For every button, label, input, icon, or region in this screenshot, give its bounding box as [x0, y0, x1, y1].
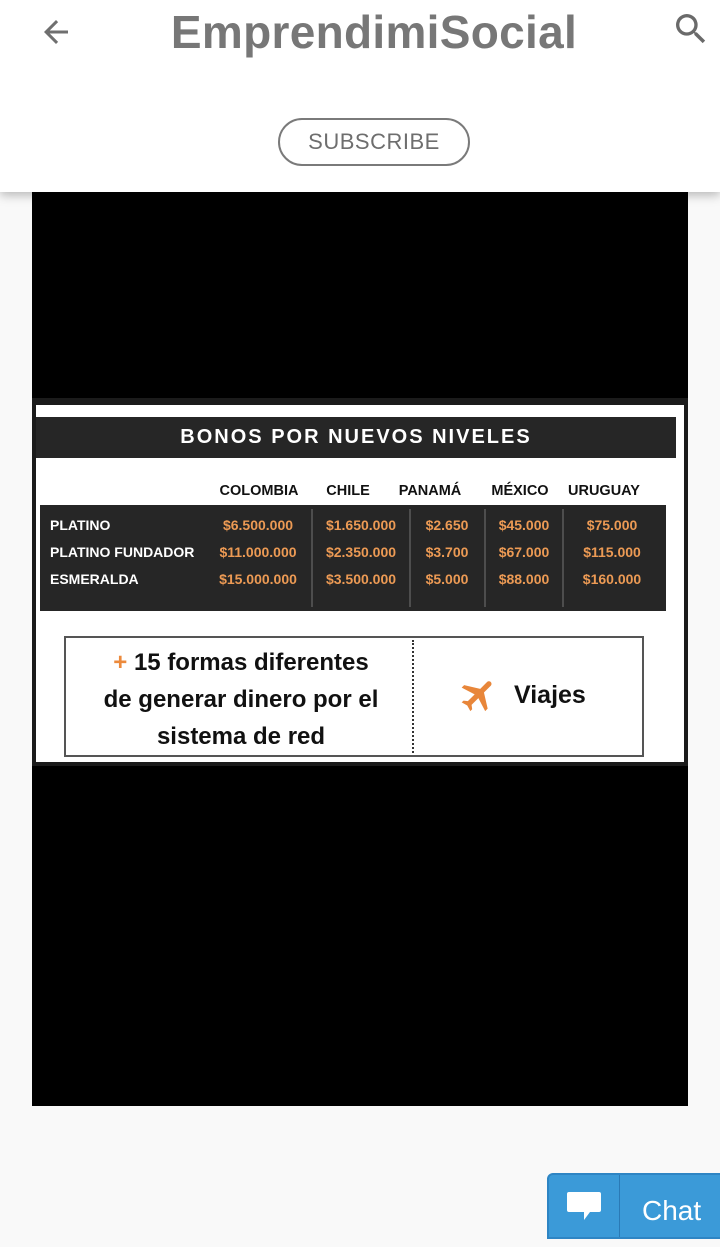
column-header-mexico: MÉXICO	[491, 483, 549, 499]
table-cell: $160.000	[582, 571, 642, 587]
travel-benefit	[458, 674, 586, 716]
chat-bubble-icon	[566, 1190, 602, 1222]
table-cell: $2.650	[425, 517, 469, 533]
info-box	[64, 636, 644, 757]
airplane-icon	[458, 674, 500, 716]
row-label-platino: PLATINO	[50, 517, 111, 533]
chat-button[interactable]	[547, 1173, 720, 1239]
plus-icon: +	[113, 649, 128, 676]
search-button[interactable]	[668, 6, 714, 52]
video-frame	[32, 398, 688, 766]
chat-icon-container	[549, 1175, 620, 1237]
info-divider	[412, 640, 414, 753]
column-divider	[484, 509, 486, 607]
info-text	[66, 644, 416, 755]
column-header-colombia: COLOMBIA	[219, 483, 299, 499]
table-cell: $2.350.000	[325, 544, 397, 560]
column-divider	[311, 509, 313, 607]
row-label-platino-fundador: PLATINO FUNDADOR	[50, 544, 195, 560]
table-cell: $67.000	[498, 544, 550, 560]
slide-content	[36, 405, 684, 762]
row-label-esmeralda: ESMERALDA	[50, 571, 139, 587]
info-line-text: 15 formas diferentes	[133, 649, 369, 676]
table-cell: $5.000	[425, 571, 469, 587]
table-cell: $6.500.000	[222, 517, 294, 533]
video-player[interactable]	[32, 192, 688, 1106]
slide-title-bar	[36, 417, 676, 458]
table-cell: $1.650.000	[325, 517, 397, 533]
table-cell: $3.500.000	[325, 571, 397, 587]
subscribe-button[interactable]: SUBSCRIBE	[278, 118, 470, 166]
info-line: sistema de red	[156, 723, 326, 750]
column-header-panama: PANAMÁ	[398, 483, 462, 499]
chat-label: Chat	[642, 1195, 702, 1226]
table-cell: $75.000	[586, 517, 638, 533]
column-divider	[409, 509, 411, 607]
travel-label: Viajes	[514, 680, 586, 709]
column-header-uruguay: URUGUAY	[568, 483, 640, 499]
table-cell: $88.000	[498, 571, 550, 587]
table-cell: $45.000	[498, 517, 550, 533]
info-line: de generar dinero por el	[103, 686, 379, 713]
app-header	[0, 0, 720, 192]
table-cell: $115.000	[583, 544, 641, 560]
info-line	[66, 644, 416, 681]
column-header-chile: CHILE	[326, 483, 370, 499]
bonus-table	[40, 505, 666, 611]
site-title: EmprendimiSocial	[170, 6, 578, 58]
slide-title: BONOS POR NUEVOS NIVELES	[180, 426, 532, 448]
table-cell: $11.000.000	[219, 544, 297, 560]
table-cell: $3.700	[425, 544, 469, 560]
search-icon	[671, 9, 711, 49]
table-cell: $15.000.000	[219, 571, 297, 587]
